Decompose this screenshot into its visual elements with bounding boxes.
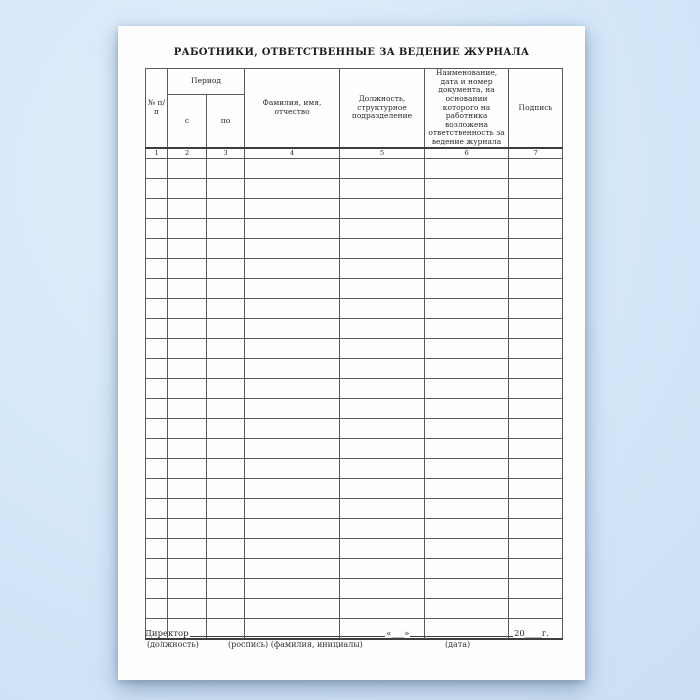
empty-cell [340,518,425,538]
header-document: Наименование, дата и номер документа, на основании которого на работника возложена ответственность за ведение журнала [425,69,509,148]
empty-cell [168,338,207,358]
empty-row [146,438,563,458]
empty-cell [146,538,168,558]
empty-cell [509,278,563,298]
empty-cell [340,498,425,518]
empty-cell [146,518,168,538]
empty-cell [207,538,245,558]
empty-cell [207,398,245,418]
header-period: Период [168,69,245,95]
empty-cell [245,178,340,198]
empty-cell [207,158,245,178]
empty-cell [425,218,509,238]
responsible-workers-table [145,68,563,640]
empty-cell [146,318,168,338]
column-number: 2 [168,148,207,159]
empty-cell [340,298,425,318]
empty-row [146,338,563,358]
empty-cell [207,358,245,378]
empty-cell [245,158,340,178]
empty-cell [207,598,245,618]
empty-row [146,558,563,578]
empty-cell [168,298,207,318]
empty-cell [146,258,168,278]
empty-cell [509,598,563,618]
empty-cell [509,218,563,238]
empty-cell [146,298,168,318]
empty-cell [245,598,340,618]
empty-cell [168,478,207,498]
empty-cell [146,378,168,398]
empty-cell [168,218,207,238]
empty-cell [245,578,340,598]
empty-row [146,278,563,298]
empty-cell [207,478,245,498]
empty-cell [245,318,340,338]
empty-cell [146,198,168,218]
empty-cell [245,558,340,578]
empty-cell [207,458,245,478]
empty-cell [207,218,245,238]
empty-cell [340,478,425,498]
empty-cell [425,358,509,378]
column-number: 4 [245,148,340,159]
empty-cell [245,538,340,558]
empty-cell [509,498,563,518]
empty-cell [168,278,207,298]
empty-cell [207,278,245,298]
empty-cell [146,158,168,178]
empty-cell [207,298,245,318]
empty-cell [509,198,563,218]
empty-row [146,378,563,398]
empty-cell [509,538,563,558]
empty-cell [245,418,340,438]
empty-row [146,218,563,238]
empty-cell [425,558,509,578]
empty-cell [340,578,425,598]
empty-row [146,598,563,618]
empty-cell [146,398,168,418]
empty-row [146,518,563,538]
empty-row [146,298,563,318]
empty-row [146,538,563,558]
empty-row [146,478,563,498]
empty-cell [146,458,168,478]
sublabel-position: (должность) [147,640,199,649]
column-number: 5 [340,148,425,159]
empty-cell [509,418,563,438]
empty-cell [245,518,340,538]
empty-row [146,178,563,198]
empty-cell [207,578,245,598]
empty-cell [425,198,509,218]
empty-cell [425,238,509,258]
column-number: 6 [425,148,509,159]
sublabel-signature: (роспись) (фамилия, инициалы) [228,640,363,649]
empty-cell [509,518,563,538]
empty-cell [146,418,168,438]
empty-cell [425,458,509,478]
director-line [145,627,549,639]
empty-cell [340,378,425,398]
empty-cell [340,418,425,438]
empty-cell [340,338,425,358]
empty-cell [146,338,168,358]
empty-cell [245,198,340,218]
column-numbers-row [146,148,563,159]
empty-cell [340,318,425,338]
empty-cell [245,218,340,238]
empty-cell [245,298,340,318]
empty-cell [168,398,207,418]
empty-cell [509,438,563,458]
empty-cell [207,438,245,458]
empty-cell [425,158,509,178]
empty-cell [425,338,509,358]
empty-cell [146,238,168,258]
empty-cell [168,258,207,278]
empty-cell [146,498,168,518]
empty-cell [207,258,245,278]
header-period-to: по [207,94,245,147]
empty-cell [168,178,207,198]
column-number: 7 [509,148,563,159]
empty-row [146,318,563,338]
empty-cell [245,398,340,418]
empty-cell [207,518,245,538]
empty-cell [168,578,207,598]
date-blank-line [410,630,513,637]
header-full-name: Фамилия, имя, отчество [245,69,340,148]
empty-cell [509,338,563,358]
empty-cell [340,598,425,618]
empty-cell [168,598,207,618]
year-label: 20____г. [514,629,549,639]
empty-cell [168,538,207,558]
empty-cell [168,378,207,398]
empty-cell [168,198,207,218]
empty-cell [509,298,563,318]
empty-cell [509,458,563,478]
empty-cell [245,258,340,278]
table-header [146,69,563,159]
empty-cell [425,438,509,458]
empty-row [146,498,563,518]
empty-cell [245,478,340,498]
empty-row [146,458,563,478]
empty-cell [146,278,168,298]
empty-cell [340,278,425,298]
empty-cell [207,378,245,398]
empty-cell [425,398,509,418]
empty-row [146,398,563,418]
empty-row [146,258,563,278]
empty-cell [168,418,207,438]
empty-cell [340,398,425,418]
empty-cell [425,318,509,338]
empty-cell [509,358,563,378]
empty-cell [340,158,425,178]
empty-row [146,238,563,258]
empty-cell [509,398,563,418]
table-body [146,158,563,639]
empty-cell [509,578,563,598]
empty-cell [340,558,425,578]
empty-cell [168,358,207,378]
empty-cell [340,238,425,258]
empty-cell [207,558,245,578]
header-signature: Подпись [509,69,563,148]
empty-cell [340,198,425,218]
empty-cell [245,438,340,458]
empty-cell [340,358,425,378]
empty-row [146,418,563,438]
position-signature-blank-line [190,630,386,637]
empty-cell [509,478,563,498]
empty-cell [168,238,207,258]
empty-cell [207,338,245,358]
empty-cell [146,558,168,578]
empty-cell [340,538,425,558]
empty-row [146,358,563,378]
empty-cell [340,458,425,478]
empty-cell [509,558,563,578]
empty-cell [207,318,245,338]
empty-cell [168,458,207,478]
empty-cell [245,498,340,518]
empty-cell [207,178,245,198]
empty-cell [146,218,168,238]
empty-row [146,198,563,218]
sublabel-date: (дата) [445,640,471,649]
empty-cell [168,518,207,538]
empty-cell [425,418,509,438]
empty-cell [207,498,245,518]
empty-cell [425,578,509,598]
document-page [118,26,585,680]
header-num: № п/п [146,69,168,148]
empty-cell [245,378,340,398]
empty-cell [509,318,563,338]
empty-cell [146,358,168,378]
empty-cell [146,598,168,618]
empty-cell [425,538,509,558]
empty-cell [146,578,168,598]
empty-cell [425,298,509,318]
empty-cell [146,178,168,198]
empty-cell [207,418,245,438]
empty-cell [168,558,207,578]
page-title: РАБОТНИКИ, ОТВЕТСТВЕННЫЕ ЗА ВЕДЕНИЕ ЖУРНАЛА [173,47,530,58]
signature-sublabels [145,639,549,651]
empty-row [146,578,563,598]
signature-block [145,627,549,651]
empty-cell [340,258,425,278]
empty-cell [340,178,425,198]
empty-cell [146,438,168,458]
column-number: 1 [146,148,168,159]
empty-cell [245,278,340,298]
column-number: 3 [207,148,245,159]
empty-cell [509,378,563,398]
empty-cell [245,358,340,378]
empty-cell [168,318,207,338]
empty-cell [509,178,563,198]
director-label: Директор [145,629,189,639]
empty-cell [245,338,340,358]
empty-cell [168,498,207,518]
empty-cell [509,258,563,278]
empty-cell [168,438,207,458]
empty-cell [425,498,509,518]
header-position: Должность, структурное подразделение [340,69,425,148]
empty-cell [425,378,509,398]
empty-cell [245,458,340,478]
empty-cell [207,238,245,258]
empty-cell [425,178,509,198]
empty-cell [425,518,509,538]
empty-cell [425,478,509,498]
empty-cell [340,438,425,458]
empty-cell [425,278,509,298]
empty-cell [425,258,509,278]
empty-cell [509,238,563,258]
empty-cell [168,158,207,178]
empty-cell [509,158,563,178]
empty-cell [207,198,245,218]
empty-cell [340,218,425,238]
empty-cell [146,478,168,498]
empty-cell [245,238,340,258]
empty-row [146,158,563,178]
header-period-from: с [168,94,207,147]
date-quote: «___» [386,629,410,639]
empty-cell [425,598,509,618]
